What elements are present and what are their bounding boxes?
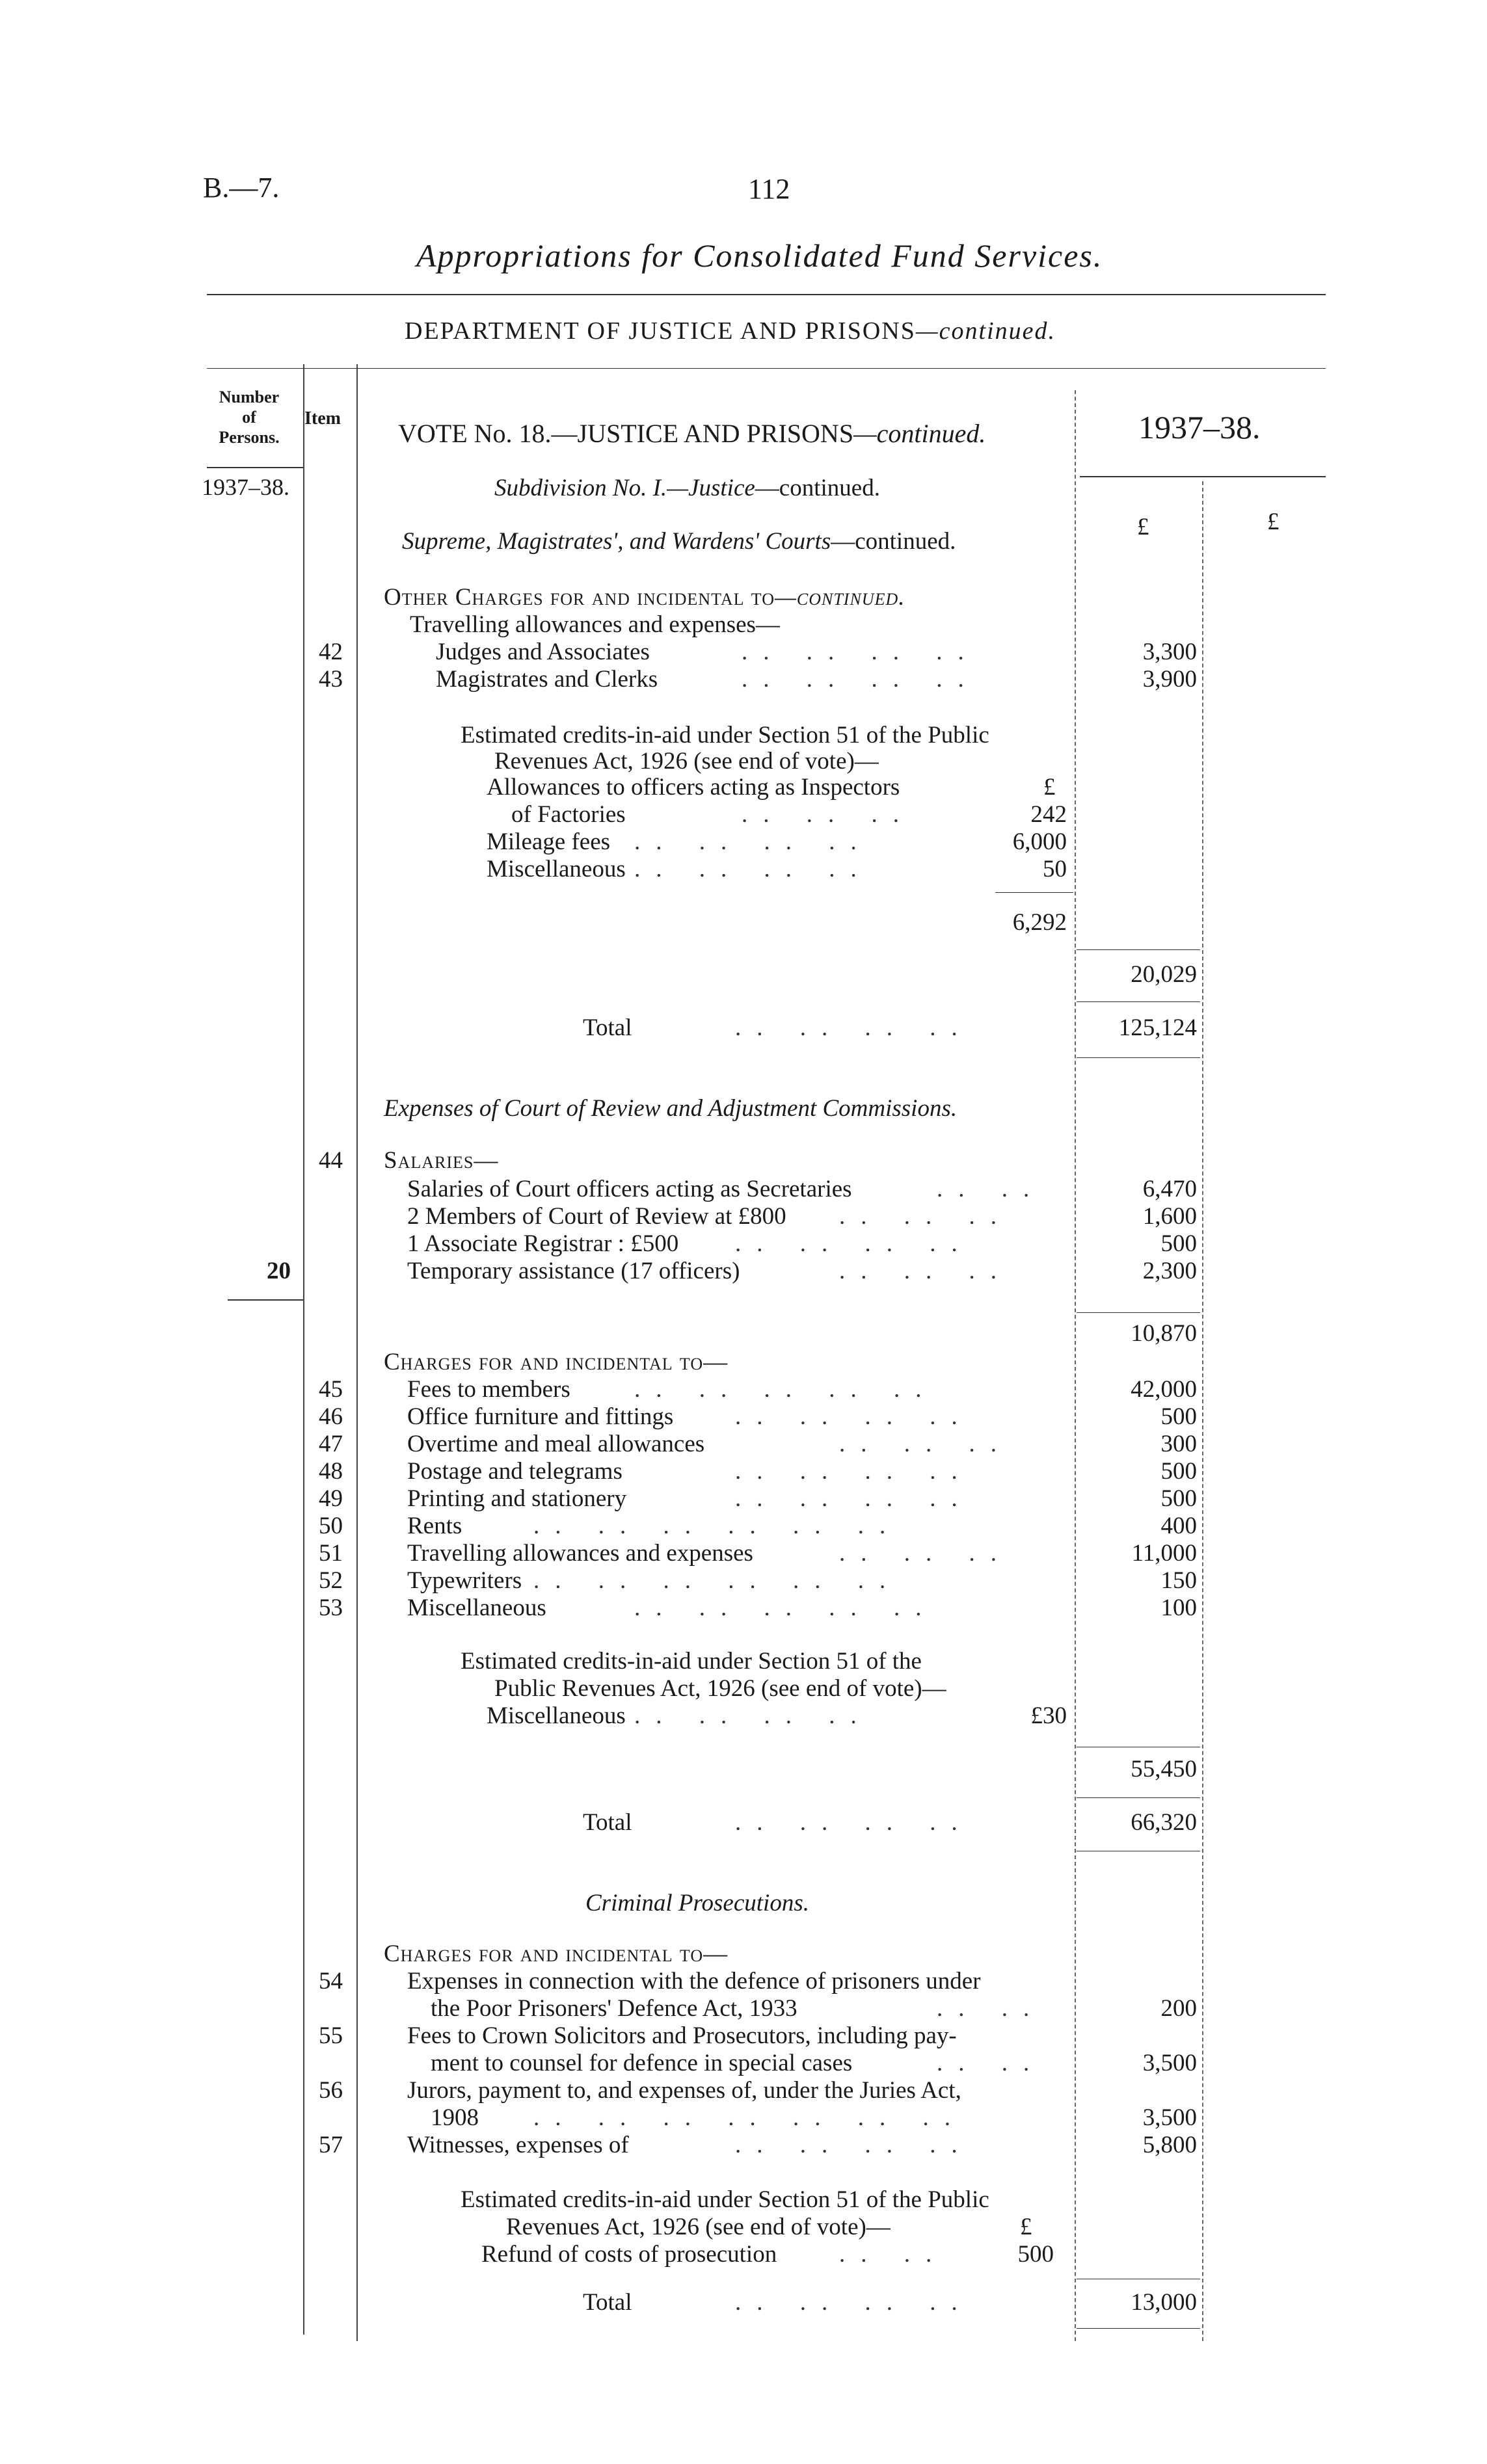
item-number: 57 [319,2132,343,2158]
item-number: 48 [319,1458,343,1485]
item-label: Judges and Associates [436,639,650,665]
charge-amount: 500 [1160,1485,1197,1512]
charge-label: Postage and telegrams [407,1458,623,1485]
section1-subgroup: Travelling allowances and expenses— [410,611,780,638]
persons-header-rule [207,467,303,468]
item-amount: 3,300 [1142,639,1197,665]
section1-group-label: Other Charges for and incidental to—continued. [384,584,905,611]
credit-label: Allowances to officers acting as Inspectors [487,774,900,801]
year-header-rule [1080,476,1326,477]
credit-label: Refund of costs of prosecution [481,2241,777,2268]
salary-amount: 6,470 [1142,1176,1197,1202]
charge-amount: 300 [1160,1431,1197,1457]
charge-amount: 5,800 [1142,2132,1197,2158]
item-number: 49 [319,1485,343,1512]
item-column-header: Item [304,408,341,429]
item-amount: 3,900 [1142,666,1197,693]
leader-dots: .. .. .. .. [735,1403,973,1430]
charges-label: Charges for and incidental to— [384,1941,729,1967]
leader-dots: .. .. .. .. [735,2289,973,2316]
section1-heading: Supreme, Magistrates', and Wardens' Courts—continued. [402,528,956,555]
leader-dots: .. .. .. [742,801,915,828]
credits-intro: Estimated credits-in-aid under Section 51 of the Public [461,2186,989,2213]
section3-total: 13,000 [1131,2289,1197,2316]
leader-dots: .. .. .. .. [634,1702,872,1729]
leader-dots: .. .. [839,2241,948,2268]
vote-title: VOTE No. 18.—JUSTICE AND PRISONS—continued. [398,419,986,448]
credits-pound: £ [1020,2214,1032,2240]
leader-dots: .. .. .. .. [735,1485,973,1512]
item-number: 54 [319,1968,343,1994]
credits-intro: Revenues Act, 1926 (see end of vote)— [494,748,879,775]
charge-amount: 500 [1160,1403,1197,1430]
leader-dots: .. .. .. [839,1258,1012,1284]
leader-dots: .. .. .. .. [742,639,980,665]
section2-heading: Expenses of Court of Review and Adjustment Commissions. [384,1095,958,1122]
charge-amount: 500 [1160,1458,1197,1485]
charge-label: Typewriters [407,1567,522,1594]
salaries-label: Salaries— [384,1147,499,1174]
total-rule [1077,1057,1200,1058]
salary-label: Temporary assistance (17 officers) [407,1258,740,1284]
salaries-total: 10,870 [1131,1320,1197,1347]
credit-amount: 6,000 [1012,828,1067,855]
item-number: 53 [319,1595,343,1621]
item-number: 47 [319,1431,343,1457]
leader-dots: .. .. .. [839,1203,1012,1230]
leader-dots: .. .. [937,1176,1045,1202]
amount-column-rule [1075,390,1076,2341]
item-column-rule [356,364,358,2341]
leader-dots: .. .. .. .. [735,1458,973,1485]
section1-total: 125,124 [1118,1014,1197,1041]
subtotal-rule [1077,1001,1200,1002]
leader-dots: .. .. .. .. [735,1809,973,1836]
credits-pound: £ [1043,774,1056,801]
charges-label: Charges for and incidental to— [384,1349,729,1375]
credit-label: Miscellaneous [487,856,626,882]
leader-dots: .. .. .. [839,1431,1012,1457]
charge-label: Rents [407,1513,462,1539]
item-number: 56 [319,2077,343,2104]
pound-column-1: £ [1137,514,1149,540]
charge-amount: 400 [1160,1513,1197,1539]
persons-rule [228,1299,303,1301]
charge-label: Overtime and meal allowances [407,1431,705,1457]
leader-dots: .. .. .. .. [742,666,980,693]
item-number: 44 [319,1147,343,1174]
credits-intro: Estimated credits-in-aid under Section 51 of the [461,1648,922,1675]
salary-amount: 500 [1160,1230,1197,1257]
persons-column-header: Number of Persons. [219,388,280,447]
leader-dots: .. .. .. .. [634,856,872,882]
total-label: Total [583,1014,632,1041]
item-number: 51 [319,1540,343,1567]
item-number: 52 [319,1567,343,1594]
section2-total: 66,320 [1131,1809,1197,1836]
leader-dots: .. .. .. .. [735,2132,973,2158]
salary-label: Salaries of Court officers acting as Secretaries [407,1176,852,1202]
leader-dots: .. .. [937,2050,1045,2076]
charge-label: the Poor Prisoners' Defence Act, 1933 [431,1995,797,2022]
credit-label: of Factories [511,801,626,828]
title-rule [207,294,1326,295]
charge-label: Office furniture and fittings [407,1403,674,1430]
charge-amount: 42,000 [1131,1376,1197,1403]
item-number: 50 [319,1513,343,1539]
document-code: B.—7. [203,172,280,204]
charge-label: Printing and stationery [407,1485,627,1512]
item-number: 55 [319,2022,343,2049]
item-number: 45 [319,1376,343,1403]
credit-amount: £30 [1030,1702,1067,1729]
credit-amount: 242 [1030,801,1067,828]
subtotal-rule [1077,949,1200,950]
charge-label: Jurors, payment to, and expenses of, under the Juries Act, [407,2077,961,2104]
charges-total: 55,450 [1131,1756,1197,1782]
department-rule [207,368,1326,369]
total-column-rule [1202,481,1203,2341]
charge-label: Fees to Crown Solicitors and Prosecutors, including pay- [407,2022,957,2049]
leader-dots: .. .. .. .. .. .. .. [533,2104,966,2131]
leader-dots: .. .. .. .. .. [634,1376,937,1403]
total-label: Total [583,2289,632,2316]
credit-label: Mileage fees [487,828,611,855]
credit-label: Miscellaneous [487,1702,626,1729]
item-number: 46 [319,1403,343,1430]
persons-column-rule [303,364,304,2335]
page-title: Appropriations for Consolidated Fund Services. [416,237,1103,274]
credits-intro: Revenues Act, 1926 (see end of vote)— [506,2214,891,2240]
credit-amount: 500 [1017,2241,1054,2268]
charge-amount: 3,500 [1142,2050,1197,2076]
charge-amount: 100 [1160,1595,1197,1621]
salary-label: 2 Members of Court of Review at £800 [407,1203,786,1230]
charge-label: Travelling allowances and expenses [407,1540,753,1567]
leader-dots: .. .. .. .. [735,1230,973,1257]
persons-year: 1937–38. [202,474,289,500]
subtotal-rule [1077,1312,1200,1313]
leader-dots: .. .. [937,1995,1045,2022]
leader-dots: .. .. .. .. .. [634,1595,937,1621]
charge-label: Fees to members [407,1376,570,1403]
charge-amount: 200 [1160,1995,1197,2022]
charge-label: Miscellaneous [407,1595,546,1621]
item-number: 43 [319,666,343,693]
persons-count: 20 [267,1258,291,1284]
salary-amount: 2,300 [1142,1258,1197,1284]
credits-intro: Estimated credits-in-aid under Section 51 of the Public [461,722,989,748]
credits-rule [995,892,1073,893]
credits-intro: Public Revenues Act, 1926 (see end of vote)— [494,1675,946,1702]
credits-total: 6,292 [1012,909,1067,936]
charge-label: ment to counsel for defence in special cases [431,2050,853,2076]
leader-dots: .. .. .. .. .. .. [533,1567,902,1594]
subdivision-heading: Subdivision No. I.—Justice—continued. [494,475,880,501]
item-label: Magistrates and Clerks [436,666,658,693]
leader-dots: .. .. .. .. .. .. [533,1513,902,1539]
page-number: 112 [748,173,790,205]
charge-amount: 3,500 [1142,2104,1197,2131]
section1-subtotal: 20,029 [1131,961,1197,988]
leader-dots: .. .. .. [839,1540,1012,1567]
leader-dots: .. .. .. .. [735,1014,973,1041]
salary-amount: 1,600 [1142,1203,1197,1230]
subtotal-rule [1077,1797,1200,1798]
charge-amount: 11,000 [1131,1540,1197,1567]
charge-label: Expenses in connection with the defence of prisoners under [407,1968,981,1994]
salary-label: 1 Associate Registrar : £500 [407,1230,679,1257]
total-label: Total [583,1809,632,1836]
leader-dots: .. .. .. .. [634,828,872,855]
year-column-header: 1937–38. [1138,409,1261,445]
charge-label: Witnesses, expenses of [407,2132,629,2158]
credit-amount: 50 [1043,856,1067,882]
pound-column-2: £ [1267,509,1279,535]
charge-label: 1908 [431,2104,479,2131]
charge-amount: 150 [1160,1567,1197,1594]
section3-heading: Criminal Prosecutions. [585,1890,809,1916]
total-rule [1077,2328,1200,2329]
item-number: 42 [319,639,343,665]
department-heading: DEPARTMENT OF JUSTICE AND PRISONS—continued. [405,317,1056,345]
